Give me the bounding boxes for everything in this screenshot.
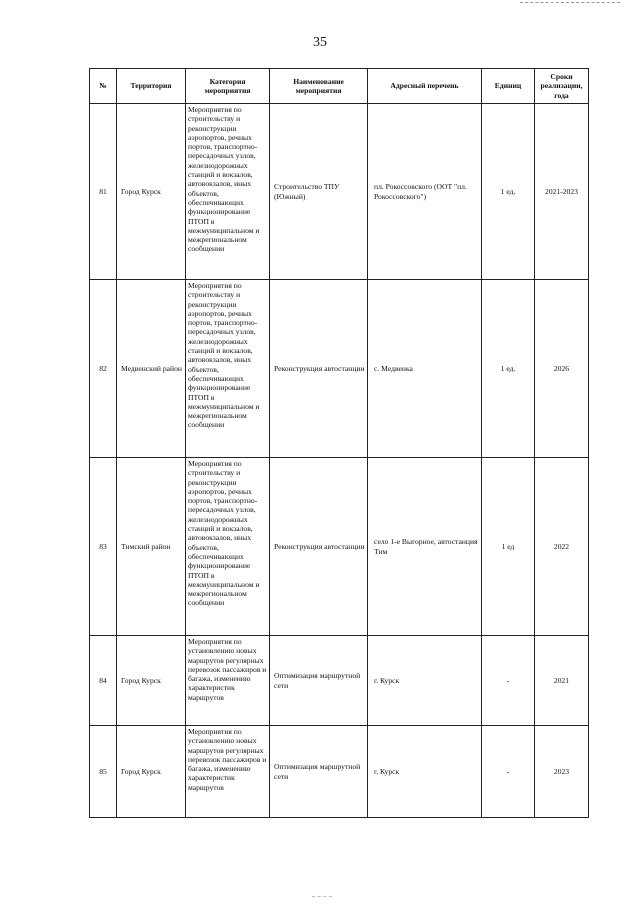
row-territory: Город Курск xyxy=(117,636,186,726)
header-address: Адресный перечень xyxy=(368,69,482,104)
row-units: 1 ед. xyxy=(482,280,535,458)
row-category: Мероприятия по установлению новых маршрутов регулярных перевозок пассажиров и багажа, изменению характеристик маршрутов xyxy=(186,636,270,726)
row-units: - xyxy=(482,726,535,818)
row-category: Мероприятия по установлению новых маршрутов регулярных перевозок пассажиров и багажа, изменению характеристик маршрутов xyxy=(186,726,270,818)
row-terms: 2021 xyxy=(535,636,589,726)
header-terms: Сроки реализации, года xyxy=(535,69,589,104)
row-terms: 2021-2023 xyxy=(535,104,589,280)
table-row xyxy=(90,280,589,458)
header-category: Категория мероприятия xyxy=(186,69,270,104)
header-name: Наименование мероприятия xyxy=(270,69,368,104)
page-number: 35 xyxy=(313,35,327,50)
row-category: Мероприятия по строительству и реконструкции аэропортов, речных портов, транспортно-пересадочных узлов, железнодорожных станций и вокзалов, автовокзалов, иных объектов, обеспечивающих функционирование ПТОП в межмуниципальном и межрегиональном сообщении xyxy=(186,458,270,636)
row-measure-name: Реконструкция автостанции xyxy=(270,280,368,458)
table-row xyxy=(90,726,589,818)
row-address: г. Курск xyxy=(368,726,482,818)
row-number: 85 xyxy=(90,726,117,818)
row-number: 81 xyxy=(90,104,117,280)
row-measure-name: Оптимизация маршрутной сети xyxy=(270,636,368,726)
top-edge-mark xyxy=(520,2,620,3)
row-terms: 2026 xyxy=(535,280,589,458)
row-measure-name: Оптимизация маршрутной сети xyxy=(270,726,368,818)
row-terms: 2023 xyxy=(535,726,589,818)
row-measure-name: Строительство ТПУ (Южный) xyxy=(270,104,368,280)
measures-table xyxy=(89,68,589,818)
row-territory: Тимский район xyxy=(117,458,186,636)
row-number: 83 xyxy=(90,458,117,636)
row-measure-name: Реконструкция автостанции xyxy=(270,458,368,636)
table-row xyxy=(90,104,589,280)
row-units: 1 ед. xyxy=(482,104,535,280)
row-address: пл. Рокоссовского (ООТ "пл. Рокоссовского") xyxy=(368,104,482,280)
row-address: г. Курск xyxy=(368,636,482,726)
row-address: село 1-е Выгорное, автостанция Тим xyxy=(368,458,482,636)
row-address: с. Медвенка xyxy=(368,280,482,458)
row-territory: Медвенский район xyxy=(117,280,186,458)
row-units: 1 ед xyxy=(482,458,535,636)
row-territory: Город Курск xyxy=(117,726,186,818)
row-units: - xyxy=(482,636,535,726)
header-num: № xyxy=(90,69,117,104)
header-units: Единиц xyxy=(482,69,535,104)
bottom-edge-mark xyxy=(312,896,332,897)
row-number: 84 xyxy=(90,636,117,726)
table-header-row xyxy=(90,69,589,104)
row-category: Мероприятия по строительству и реконструкции аэропортов, речных портов, транспортно-пересадочных узлов, железнодорожных станций и вокзалов, автовокзалов, иных объектов, обеспечивающих функционирование ПТОП в межмуниципальном и межрегиональном сообщении xyxy=(186,280,270,458)
header-territory: Территория xyxy=(117,69,186,104)
table-row xyxy=(90,636,589,726)
row-territory: Город Курск xyxy=(117,104,186,280)
row-terms: 2022 xyxy=(535,458,589,636)
table-row xyxy=(90,458,589,636)
row-category: Мероприятия по строительству и реконструкции аэропортов, речных портов, транспортно-пересадочных узлов, железнодорожных станций и вокзалов, автовокзалов, иных объектов, обеспечивающих функционирование ПТОП в межмуниципальном и межрегиональном сообщении xyxy=(186,104,270,280)
row-number: 82 xyxy=(90,280,117,458)
